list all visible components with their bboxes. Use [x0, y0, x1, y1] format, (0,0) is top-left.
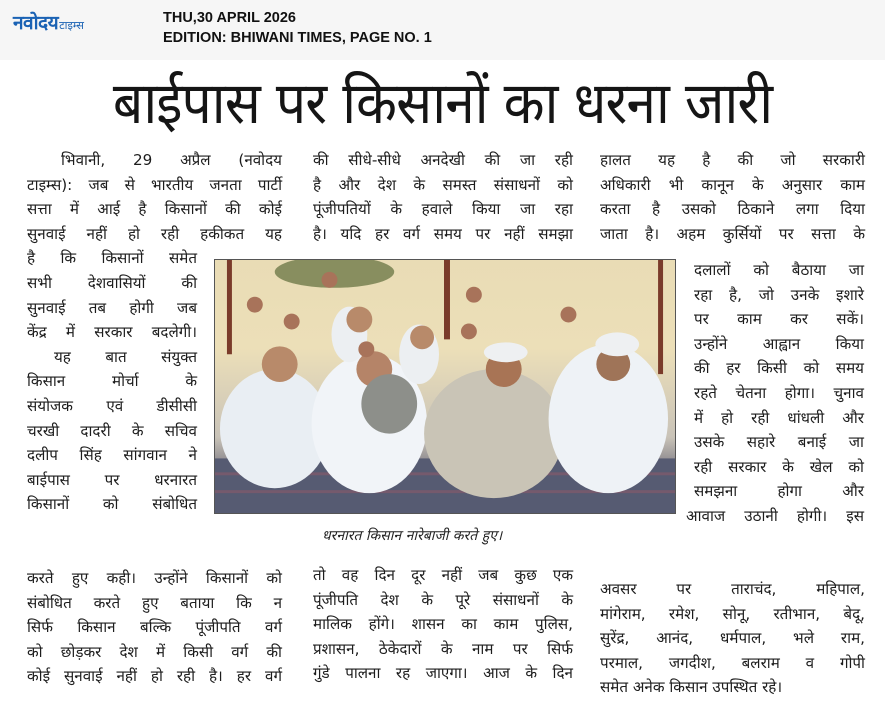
- text-line: को छोड़कर देश में किसी वर्ग की: [27, 642, 282, 661]
- text-line: है। यदि हर वर्ग समय पर नहीं समझा: [313, 224, 573, 243]
- text-line: सुनवाई तब होगी जब: [27, 298, 197, 317]
- logo-sub-text: टाइम्स: [59, 19, 84, 32]
- text-line: केंद्र में सरकार बदलेगी।: [27, 323, 197, 342]
- text-line: किसान मोर्चा के: [27, 372, 197, 391]
- text-line: करता है उसको ठिकाने लगा दिया: [600, 200, 865, 219]
- text-line: पूंजीपति देश के पूरे संसाधनों के: [313, 590, 573, 609]
- text-line: अवसर पर ताराचंद, महिपाल,: [600, 580, 865, 598]
- text-line: दलीप सिंह सांगवान ने: [27, 446, 197, 465]
- text-line: जाता है। अहम कुर्सियों पर सत्ता के: [600, 224, 865, 243]
- text-line: करते हुए कही। उन्होंने किसानों को: [27, 569, 282, 587]
- newspaper-logo[interactable]: [13, 10, 84, 34]
- text-line: मांगेराम, रमेश, सोनू, रतीभान, बेदू,: [600, 604, 865, 623]
- text-line: मालिक होंगे। शासन का काम पुलिस,: [313, 615, 573, 634]
- text-line: समझना होगा और: [694, 482, 864, 501]
- text-line: प्रशासन, ठेकेदारों के नाम पर सिर्फ: [313, 639, 573, 658]
- text-line: परमाल, जगदीश, बलराम व गोपी: [600, 653, 865, 672]
- text-line: सुनवाई नहीं हो रही हकीकत यह: [27, 224, 282, 243]
- text-line: समेत अनेक किसान उपस्थित रहे।: [600, 678, 783, 697]
- text-line: किसानों को संबोधित: [27, 495, 197, 514]
- text-line: आवाज उठानी होगी। इस: [686, 506, 864, 525]
- text-line: दलालों को बैठाया जा: [694, 261, 864, 279]
- text-line: टाइम्स): जब से भारतीय जनता पार्टी: [27, 175, 282, 194]
- text-line: हालत यह है की जो सरकारी: [600, 151, 865, 169]
- text-line: में हो रही धांधली और: [694, 408, 864, 427]
- edition-info: EDITION: BHIWANI TIMES, PAGE NO. 1: [163, 30, 432, 46]
- text-line: बाईपास पर धरनारत: [27, 470, 197, 489]
- text-line: पूंजीपतियों के हवाले किया जा रहा: [313, 200, 573, 219]
- text-line: चरखी दादरी के सचिव: [27, 421, 197, 440]
- text-line: सत्ता में आई है किसानों की कोई: [27, 200, 282, 219]
- text-line: रही सरकार के खेल को: [694, 457, 864, 476]
- text-line: यह बात संयुक्त: [54, 347, 197, 366]
- text-line: की सीधे-सीधे अनदेखी की जा रही: [313, 151, 573, 169]
- text-line: रहते चेतना होगा। चुनाव: [694, 383, 864, 402]
- article-headline: बाईपास पर किसानों का धरना जारी: [112, 69, 773, 137]
- article-column-2-bottom: [313, 563, 573, 686]
- text-line: उसके सहारे बनाई जा: [694, 433, 864, 452]
- photo-caption: धरनारत किसान नारेबाजी करते हुए।: [322, 528, 503, 544]
- protest-photo-icon: [215, 260, 675, 513]
- text-line: गुंडे पालना रह जाएगा। आज के दिन: [313, 664, 573, 683]
- text-line: संयोजक एवं डीसीसी: [27, 396, 197, 415]
- article-column-1-narrow: [27, 246, 197, 517]
- text-line: सिर्फ किसान बल्कि पूंजीपति वर्ग: [27, 618, 282, 637]
- text-line: की हर किसी को समय: [694, 359, 864, 378]
- text-line: है और देश के समस्त संसाधनों को: [313, 175, 573, 194]
- text-line: पर काम कर सकें।: [694, 310, 864, 329]
- text-line: रहा है, जो उनके इशारे: [694, 285, 864, 304]
- text-line: भिवानी, 29 अप्रैल (नवोदय: [61, 151, 282, 169]
- edition-meta: [163, 8, 432, 48]
- logo-main-text: नवोदय: [13, 12, 59, 34]
- text-line: कोई सुनवाई नहीं हो रही है। हर वर्ग: [27, 667, 282, 686]
- article-column-1-bottom: [27, 566, 282, 689]
- masthead-bar: [0, 0, 885, 60]
- text-line: संबोधित करते हुए बताया कि न: [27, 593, 282, 612]
- text-line: सुरेंद्र, आनंद, धर्मपाल, भले राम,: [600, 629, 865, 648]
- article-column-2-top: [313, 148, 573, 246]
- text-line: अधिकारी भी कानून के अनुसार काम: [600, 175, 865, 194]
- article-column-3-narrow: [686, 258, 864, 529]
- news-photo[interactable]: [214, 259, 676, 514]
- text-line: उन्होंने आह्वान किया: [694, 334, 864, 353]
- text-line: है कि किसानों समेत: [27, 249, 197, 268]
- text-line: सभी देशवासियों की: [27, 273, 197, 292]
- article-column-3-bottom: [600, 577, 865, 700]
- text-line: तो वह दिन दूर नहीं जब कुछ एक: [313, 566, 573, 584]
- article-column-3-top: [600, 148, 865, 246]
- publication-date: THU,30 APRIL 2026: [163, 10, 296, 26]
